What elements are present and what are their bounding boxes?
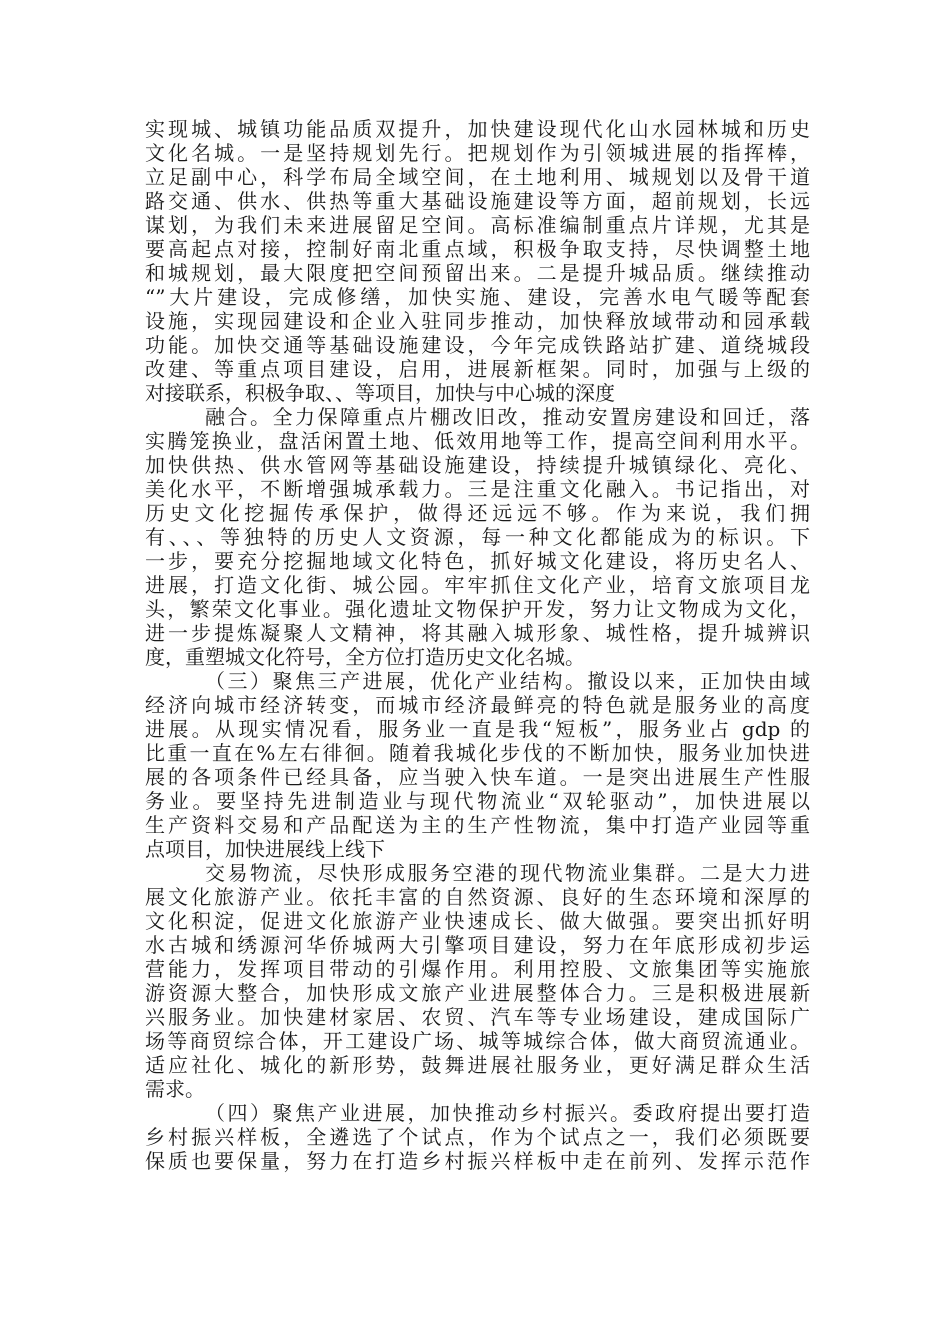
- text-line: 一步，要充分挖掘地域文化特色，抓好城文化建设，将历史名人、: [145, 549, 810, 573]
- text-line: 进展，打造文化街、城公园。牢牢抓住文化产业，培育文旅项目龙: [145, 573, 810, 597]
- text-line: 加快供热、供水管网等基础设施建设，持续提升城镇绿化、亮化、: [145, 453, 810, 477]
- text-line: 经济向城市经济转变，而城市经济最鲜亮的特色就是服务业的高度: [145, 693, 810, 717]
- text-line: 进展。从现实情况看，服务业一直是我“短板”，服务业占 gdp 的: [145, 717, 810, 741]
- text-line: 场等商贸综合体，开工建设广场、城等城综合体，做大商贸流通业。: [145, 1029, 810, 1053]
- text-line: 水古城和绣源河华侨城两大引擎项目建设，努力在年底形成初步运: [145, 933, 810, 957]
- text-line: 适应社化、城化的新形势，鼓舞进展社服务业，更好满足群众生活: [145, 1053, 810, 1077]
- text-line: 立足副中心，科学布局全域空间，在土地利用、城规划以及骨干道: [145, 165, 810, 189]
- text-line: 文化积淀，促进文化旅游产业快速成长、做大做强。要突出抓好明: [145, 909, 810, 933]
- text-line: 展文化旅游产业。依托丰富的自然资源、良好的生态环境和深厚的: [145, 885, 810, 909]
- text-line: 乡村振兴样板，全遴选了个试点，作为个试点之一，我们必须既要: [145, 1125, 810, 1149]
- document-body: [145, 117, 810, 1173]
- text-line: 度，重塑城文化符号，全方位打造历史文化名城。: [145, 645, 585, 669]
- text-line: 实现城、城镇功能品质双提升，加快建设现代化山水园林城和历史: [145, 117, 810, 141]
- text-line: 保质也要保量，努力在打造乡村振兴样板中走在前列、发挥示范作: [145, 1149, 810, 1173]
- text-line: 功能。加快交通等基础设施建设，今年完成铁路站扩建、道绕城段: [145, 333, 810, 357]
- text-line: 需求。: [145, 1077, 205, 1101]
- text-line: 谋划，为我们未来进展留足空间。高标准编制重点片详规，尤其是: [145, 213, 810, 237]
- paragraph-5: [145, 1101, 810, 1173]
- text-line: 点项目，加快进展线上线下: [145, 837, 385, 861]
- text-line: 生产资料交易和产品配送为主的生产性物流，集中打造产业园等重: [145, 813, 810, 837]
- text-line: 实腾笼换业，盘活闲置土地、低效用地等工作，提高空间利用水平。: [145, 429, 810, 453]
- text-line: 路交通、供水、供热等重大基础设施建设等方面，超前规划，长远: [145, 189, 810, 213]
- text-line: 进一步提炼凝聚人文精神，将其融入城形象、城性格，提升城辨识: [145, 621, 810, 645]
- text-line: 和城规划，最大限度把空间预留出来。二是提升城品质。继续推动: [145, 261, 810, 285]
- text-line: 美化水平，不断增强城承载力。三是注重文化融入。书记指出，对: [145, 477, 810, 501]
- paragraph-4: [145, 861, 810, 1101]
- text-line: 对接联系，积极争取、、等项目，加快与中心城的深度: [145, 381, 615, 405]
- text-line: 融合。全力保障重点片棚改旧改，推动安置房建设和回迁，落: [205, 405, 810, 429]
- text-line: 文化名城。一是坚持规划先行。把规划作为引领城进展的指挥棒，: [145, 141, 810, 165]
- text-line: 历史文化挖掘传承保护，做得还远远不够。作为来说，我们拥: [145, 501, 810, 525]
- text-line: 头，繁荣文化事业。强化遗址文物保护开发，努力让文物成为文化，: [145, 597, 810, 621]
- text-line: （四）聚焦产业进展，加快推动乡村振兴。委政府提出要打造: [205, 1101, 810, 1125]
- text-line: 兴服务业。加快建材家居、农贸、汽车等专业场建设，建成国际广: [145, 1005, 810, 1029]
- text-line: 营能力，发挥项目带动的引爆作用。利用控股、文旅集团等实施旅: [145, 957, 810, 981]
- text-line: “”大片建设，完成修缮，加快实施、建设，完善水电气暖等配套: [145, 285, 810, 309]
- text-line: 游资源大整合，加快形成文旅产业进展整体合力。三是积极进展新: [145, 981, 810, 1005]
- paragraph-2: [145, 405, 810, 669]
- text-line: 有、、、等独特的历史人文资源，每一种文化都能成为的标识。下: [145, 525, 810, 549]
- text-line: 改建、等重点项目建设，启用，进展新框架。同时，加强与上级的: [145, 357, 810, 381]
- text-line: 比重一直在%左右徘徊。随着我城化步伐的不断加快，服务业加快进: [145, 741, 810, 765]
- text-line: 务业。要坚持先进制造业与现代物流业“双轮驱动”，加快进展以: [145, 789, 810, 813]
- paragraph-1: [145, 117, 810, 405]
- paragraph-3: [145, 669, 810, 861]
- text-line: （三）聚焦三产进展，优化产业结构。撤设以来，正加快由域: [205, 669, 810, 693]
- text-line: 要高起点对接，控制好南北重点域，积极争取支持，尽快调整土地: [145, 237, 810, 261]
- text-line: 展的各项条件已经具备，应当驶入快车道。一是突出进展生产性服: [145, 765, 810, 789]
- text-line: 交易物流，尽快形成服务空港的现代物流业集群。二是大力进: [205, 861, 810, 885]
- text-line: 设施，实现园建设和企业入驻同步推动，加快释放域带动和园承载: [145, 309, 810, 333]
